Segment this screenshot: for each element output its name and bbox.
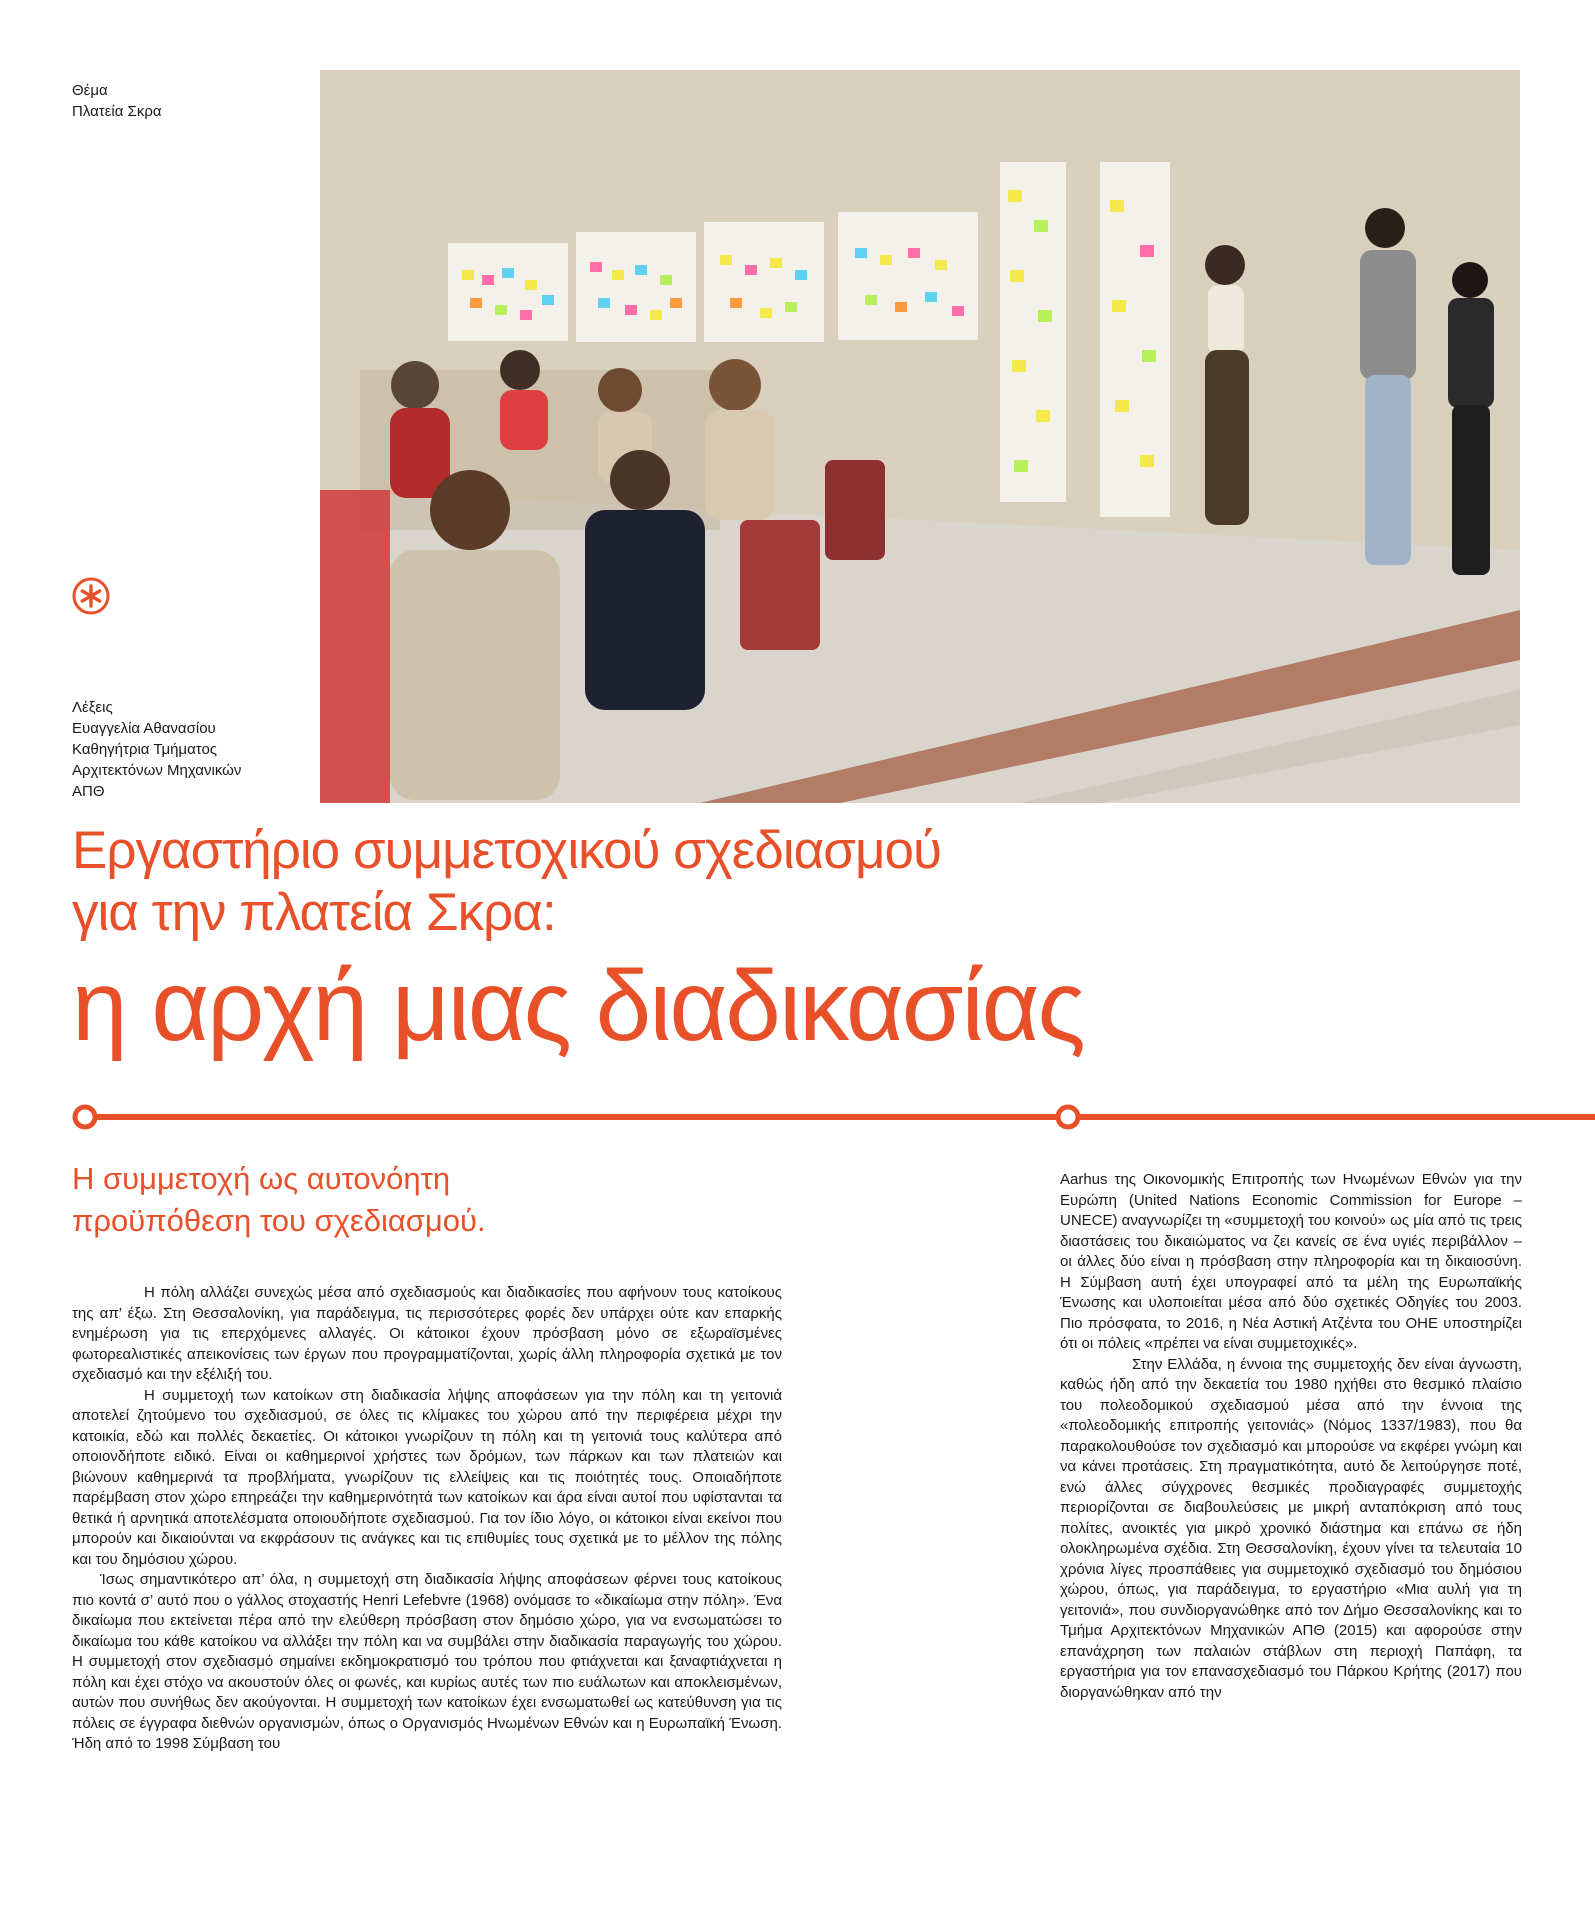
title-line-2: για την πλατεία Σκρα: (72, 883, 556, 942)
subtitle-line-1: Η συμμετοχή ως αυτονόητη (72, 1161, 451, 1196)
byline-label: Λέξεις (72, 699, 113, 716)
poster-board-2 (576, 232, 696, 342)
paragraph-2: Η συμμετοχή των κατοίκων στη διαδικασία λήψης αποφάσεων για την πόλη και τη γειτονιά αποτελεί ζητούμενο του σχεδιασμού, σε όλες τις κλίμακες του χώρου από την περιφέρεια μέχρι την κατοικία, εδώ και πολλές δεκαετίες. Οι κάτοικοι γνωρίζουν τη πόλη και τη γειτονιά τους καλύτερα από οποιονδήποτε ειδικό. Είναι οι καθημερινοί χρήστες των δρόμων, των πάρκων και των πλατειών και βιώνουν καθημερινά τα προβλήματα, γνωρίζουν τις ελλείψεις και τις ποιότητές τους. Οποιαδήποτε παρέμβαση στον χώρο επηρεάζει την καθημερινότητά των κατοίκων και άρα είναι αυτοί που υφίστανται τα θετικά ή αρνητικά αποτελέσματα οποιουδήποτε σχεδιασμού. Για τον ίδιο λόγο, οι κάτοικοι είναι εκείνοι που μπορούν και δικαιούνται να εκφράσουν τις ανάγκες και τις επιθυμίες τους σχετικά με το μέλλον της πόλης και του δημόσιου χώρου. (72, 1386, 782, 1568)
section-value: Πλατεία Σκρα (72, 103, 162, 120)
author-name: Ευαγγελία Αθανασίου (72, 720, 216, 737)
paragraph-1: Η πόλη αλλάζει συνεχώς μέσα από σχεδιασμούς και διαδικασίες που αφήνουν τους κατοίκους της απ’ έξω. Στη Θεσσαλονίκη, για παράδειγμα, τις περισσότερες φορές δεν υπάρχει ούτε καν επαρκής ενημέρωση για τις επερχόμενες αλλαγές. Οι κάτοικοι έχουν πρόσβαση μόνο σε εξωραϊσμένες φωτορεαλιστικές απεικονίσεις των έργων που προγραμματίζονται, χωρίς άλλη πληροφορία σχετικά με τον σχεδιασμό και την εξέλιξή του. (72, 1284, 782, 1383)
poster-board-1 (448, 243, 568, 341)
paragraph-3: Ίσως σημαντικότερο απ’ όλα, η συμμετοχή στη διαδικασία λήψης αποφάσεων φέρνει τους κατοίκους πιο κοντά σ’ αυτό που ο γάλλος στοχαστής Henri Lefebvre (1968) ονόμασε το «δικαίωμα στην πόλη». Ένα δικαίωμα που εκτείνεται πέρα από την ελεύθερη πρόσβαση στον δημόσιο χώρο, για να ενσωματώσει το δικαίωμα του κάθε κατοίκου να αλλάξει την πόλη και να συμβάλει στην διαδικασία παραγωγής του χώρου. Η συμμετοχή στον σχεδιασμό σημαίνει εκδημοκρατισμό του τρόπου που φτιάχνεται και ξαναφτιάχνεται η πόλη και έχει στόχο να ακουστούν όλες οι φωνές, και κυρίως αυτές των πιο ευάλωτων και αποκλεισμένων, αυτών που συνήθως δεν ακούγονται. Η συμμετοχή των κατοίκων έχει ενσωματωθεί ως κατεύθυνση για τις πόλεις σε έγγραφα διεθνών οργανισμών, όπως ο Οργανισμός Ηνωμένων Εθνών και η Ευρωπαϊκή Ένωση. Ήδη από το 1998 Σύμβαση του (72, 1571, 782, 1752)
section-label: Θέμα (72, 82, 108, 99)
article-title (72, 820, 1084, 1060)
poster-strip-2 (1100, 162, 1170, 517)
workshop-photo (320, 70, 1520, 803)
star-badge-icon (71, 576, 111, 616)
author-role-1: Καθηγήτρια Τμήματος (72, 741, 218, 758)
paragraph-5: Στην Ελλάδα, η έννοια της συμμετοχής δεν είναι άγνωστη, καθώς ήδη από την δεκαετία του 1980 ηχήθει στο θεσμικό πλαίσιο του πολεοδομικού σχεδιασμού μέσα από την έννοια της «πολεοδομικής επιτροπής γειτονιάς» (Νόμος 1337/1983), που θα παρακολουθούσε τον σχεδιασμό και μπορούσε να εκφέρει γνώμη και να κάνει προτάσεις. Στη πραγματικότητα, αυτό δε λειτούργησε ποτέ, ενώ άλλες σύγχρονες θεσμικές προδιαγραφές συμμετοχής περιορίζονται σε διαβουλεύσεις με μικρή ανταπόκριση από τους πολίτες, ανοικτές για μικρό χρονικό διάστημα και επάνω σε ήδη ολοκληρωμένα σχέδια. Στη Θεσσαλονίκη, έχουν γίνει τα τελευταία 10 χρόνια λίγες προσπάθειες για συμμετοχικό σχεδιασμό του δημόσιου χώρου, όπως, για παράδειγμα, το εργαστήριο «Μια αυλή για τη γειτονιά», που συνδιοργανώθηκε από τον Δήμο Θεσσαλονίκης και το Τμήμα Αρχιτεκτόνων Μηχανικών ΑΠΘ (2015) και αφορούσε στην επανάχρηση των παλαιών στάβλων στη περιοχή Παπάφη, τα εργαστήρια για τον επανασχεδιασμό του Πάρκου Κρήτης (2017) που διοργανώθηκαν από την (1060, 1355, 1522, 1701)
title-rule (70, 1103, 1595, 1131)
section-meta (72, 80, 162, 122)
title-line-1: Εργαστήριο συμμετοχικού σχεδιασμού (72, 821, 941, 880)
subtitle-line-2: προϋπόθεση του σχεδιασμού. (72, 1203, 486, 1238)
poster-strip-1 (1000, 162, 1066, 502)
poster-board-4 (838, 212, 978, 340)
title-line-3: η αρχή μιας διαδικασίας (72, 950, 1084, 1062)
poster-board-3 (704, 222, 824, 342)
author-role-2: Αρχιτεκτόνων Μηχανικών (72, 762, 242, 779)
section-subtitle (72, 1158, 672, 1242)
body-column-right (1060, 1170, 1522, 1703)
author-role-3: ΑΠΘ (72, 783, 105, 800)
byline (72, 697, 241, 802)
paragraph-4: Aarhus της Οικονομικής Επιτροπής των Ηνωμένων Εθνών για την Ευρώπη (United Nations Economic Commission for Europe – UNECE) αναγνωρίζει τη «συμμετοχή του κοινού» ως μία από τις τρεις διαστάσεις του δικαιώματος να ζει κανείς σε ένα υγιές περιβάλλον – οι άλλες δύο είναι η πρόσβαση στην πληροφορία και τη δικαιοσύνη. Η Σύμβαση αυτή έχει υπογραφεί από τα μέλη της Ευρωπαϊκής Ένωσης και υλοποιείται μέσα από δύο σχετικές Οδηγίες του 2003. Πιο πρόσφατα, το 2016, η Νέα Αστική Ατζέντα του ΟΗΕ υποστηρίζει ότι οι πόλεις «πρέπει να είναι συμμετοχικές». (1060, 1171, 1522, 1352)
body-column-left (72, 1283, 782, 1755)
